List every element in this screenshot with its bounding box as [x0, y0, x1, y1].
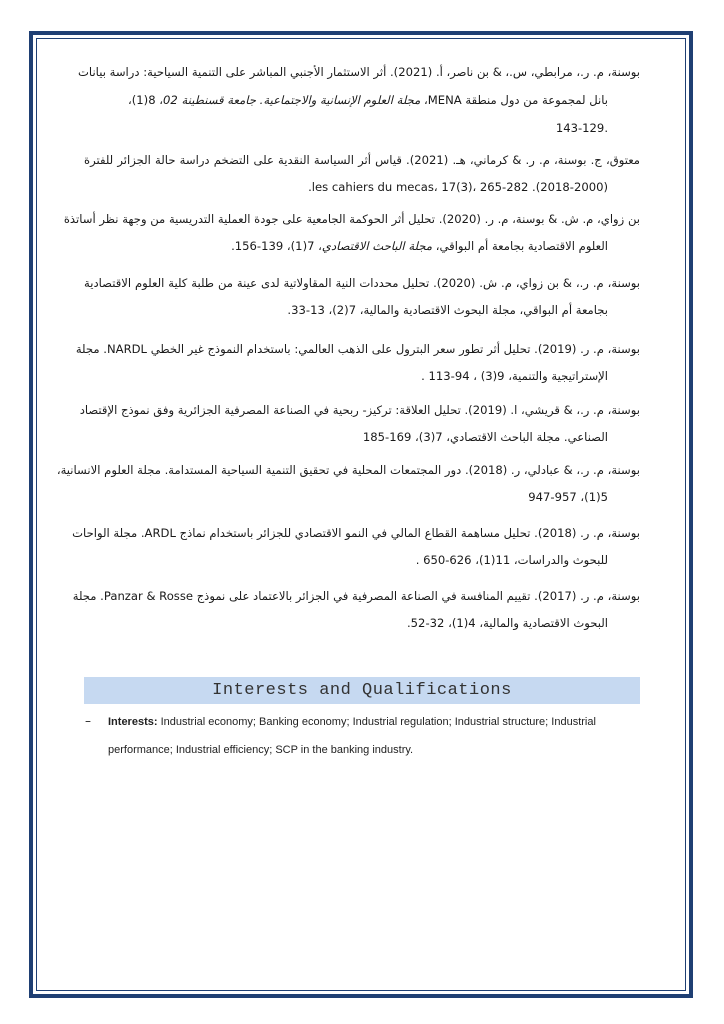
entry-line: معتوق، ج. بوسنة، م. ر. & كرماني، هـ. (2021). قياس أثر السياسة النقدية على التضخم دراسة حالة الجزائر للفترة: [84, 153, 641, 167]
entry-line: بوسنة، م. ر. (2017). تقييم المنافسة في الصناعة المصرفية في الجزائر بالاعتماد على نموذج Panzar & Rosse. مجلة: [72, 589, 640, 603]
entry-line: بوسنة، م. ر.، & بن زواي، م. ش. (2020). تحليل محددات النية المقاولاتية لدى عينة من طلبة كلية العلوم الاقتصادية: [84, 276, 640, 290]
journal-name: مجلة الباحث الاقتصادي: [321, 239, 433, 253]
entry-line: الإستراتيجية والتنمية، 9(3) ، 94-113 .: [421, 369, 608, 383]
entry-text: بانل لمجموعة من دول منطقة MENA،: [424, 93, 608, 107]
entry-line: بن زواي، م. ش. & بوسنة، م. ر. (2020). تحليل أثر الحوكمة الجامعية على جودة العملية التدريسية من وجهة نظر أساتذة: [63, 212, 640, 226]
entry-line: [84, 238, 640, 254]
bullet-dash: –: [85, 714, 91, 728]
entry-line: الصناعي. مجلة الباحث الاقتصادي، 7(3)، 169-185: [362, 430, 608, 444]
entry-text: ، 7(1)، 139-156.: [231, 239, 322, 253]
entry-line: بوسنة، م. ر. (2019). تحليل أثر تطور سعر البترول على الذهب العالمي: باستخدام النموذج غير الخطي NARDL. مجلة: [75, 342, 640, 356]
entry-line: بجامعة أم البواقي، مجلة البحوث الاقتصادية والمالية، 7(2)، 13-33.: [287, 303, 608, 317]
section-header: Interests and Qualifications: [84, 677, 640, 704]
entry-line: بوسنة، م. ر.، & عبادلي، ر. (2018). دور المجتمعات المحلية في تحقيق التنمية السياحية المستدامة. مجلة العلوم الانسانية،: [56, 463, 640, 477]
entry-line: [84, 92, 640, 108]
journal-name: مجلة العلوم الإنسانية والاجتماعية. جامعة قسنطينة 02: [163, 93, 425, 107]
entry-line: البحوث الاقتصادية والمالية، 4(1)، 32-52.: [406, 616, 608, 630]
interests-line: [108, 714, 596, 730]
entry-line: .143-129: [555, 121, 608, 135]
entry-line: بوسنة، م. ر. (2018). تحليل مساهمة القطاع المالي في النمو الاقتصادي للجزائر باستخدام نماذج ARDL. مجلة الواحات: [72, 526, 640, 540]
entry-line: للبحوث والدراسات، 11(1)، 626-650 .: [415, 553, 608, 567]
entry-line: بوسنة، م. ر.، مرابطي، س.، & بن ناصر، أ. (2021). أثر الاستثمار الأجنبي المباشر على التنمية السياحية: دراسة بيانات: [78, 65, 640, 79]
interests-label: Interests:: [108, 716, 158, 728]
interests-line: performance; Industrial efficiency; SCP in the banking industry.: [108, 744, 414, 756]
entry-text: ، 8(1)،: [128, 93, 164, 107]
entry-line: 5(1)، 947-957: [528, 490, 608, 504]
entry-line: (2018-2000). les cahiers du mecas، 17(3)، 265-282.: [308, 180, 608, 194]
entry-text: العلوم الاقتصادية بجامعة أم البواقي،: [432, 239, 608, 253]
interests-text: Industrial economy; Banking economy; Industrial regulation; Industrial structure; Industrial: [157, 716, 596, 728]
entry-line: بوسنة، م. ر.، & قريشي، ا. (2019). تحليل العلاقة: تركيز- ربحية في الصناعة المصرفية الجزائرية وفق نموذج الإقتصاد: [79, 403, 640, 417]
